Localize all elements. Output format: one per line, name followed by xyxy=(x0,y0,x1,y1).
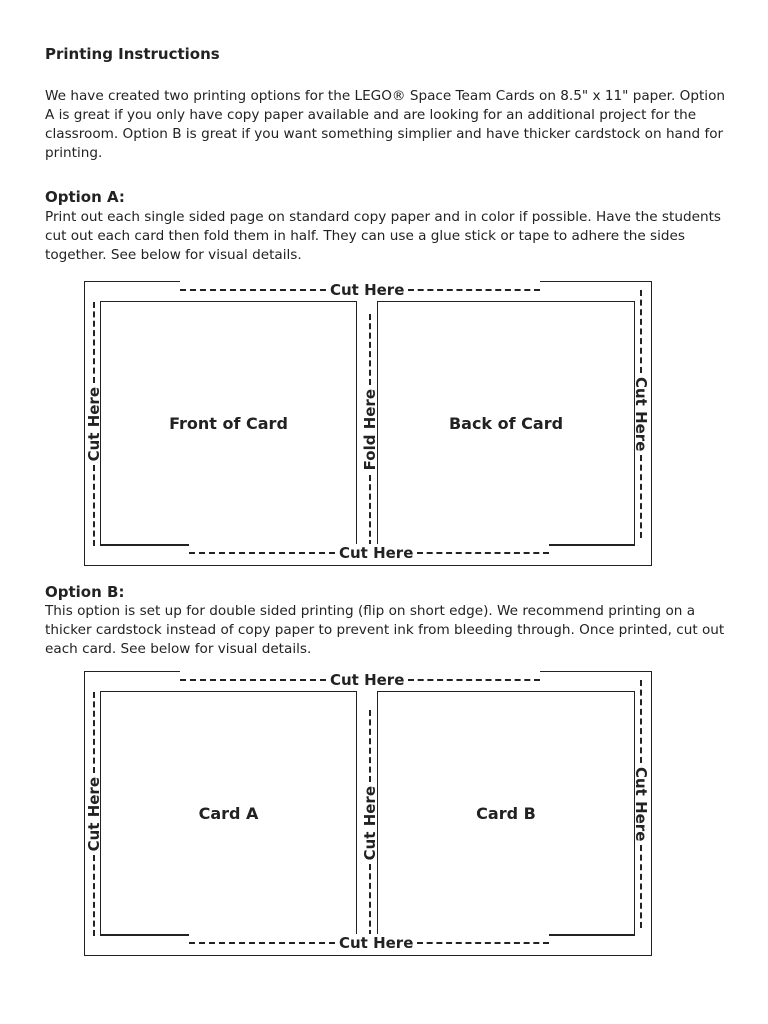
option-b-middle-cut-label: Cut Here xyxy=(361,785,379,861)
option-b-bottom-cut-line xyxy=(189,934,549,952)
option-a-top-cut-label: Cut Here xyxy=(330,281,405,299)
option-a-heading: Option A: xyxy=(45,188,125,206)
option-a-left-cut-line xyxy=(86,302,102,546)
front-of-card-label: Front of Card xyxy=(169,413,288,433)
option-b-text: This option is set up for double sided printing (flip on short edge). We recommend printing on a thicker cardstock instead of copy paper to prevent ink from bleeding through. Once printed, cut out each card. See below for visual details. xyxy=(45,603,725,657)
option-a-right-cut-line xyxy=(633,290,649,538)
option-b-left-cut-line xyxy=(86,692,102,936)
option-a-back-card xyxy=(377,301,635,546)
option-b-bottom-cut-label: Cut Here xyxy=(339,934,414,952)
option-a-fold-label: Fold Here xyxy=(361,389,379,471)
option-b-right-cut-label: Cut Here xyxy=(632,766,650,842)
option-b-middle-cut-line xyxy=(362,710,378,936)
option-b-top-cut-label: Cut Here xyxy=(330,671,405,689)
option-a-front-card xyxy=(100,301,357,546)
option-a-top-cut-line xyxy=(180,281,540,299)
option-b-card-a xyxy=(100,691,357,936)
option-b-card-b xyxy=(377,691,635,936)
option-a-left-cut-label: Cut Here xyxy=(85,386,103,462)
option-a-bottom-cut-label: Cut Here xyxy=(339,544,414,562)
option-a-text: Print out each single sided page on standard copy paper and in color if possible. Have the students cut out each card then fold them in half. They can use a glue stick or tape to adhere the sides together. See below for visual details. xyxy=(45,209,721,263)
option-b-left-cut-label: Cut Here xyxy=(85,776,103,852)
option-a-fold-line xyxy=(362,314,378,546)
option-a-diagram xyxy=(84,281,652,566)
intro-paragraph: We have created two printing options for the LEGO® Space Team Cards on 8.5" x 11" paper. Option A is great if you only have copy paper available and are looking for an additional project for the classroom. Option B is great if you want something simplier and have thicker cardstock on hand for printing. xyxy=(45,88,725,161)
option-b-right-cut-line xyxy=(633,680,649,928)
option-b-heading: Option B: xyxy=(45,583,125,601)
page-title: Printing Instructions xyxy=(45,45,220,63)
option-b-top-cut-line xyxy=(180,671,540,689)
card-b-label: Card B xyxy=(476,803,536,823)
card-a-label: Card A xyxy=(198,803,259,823)
option-b-diagram xyxy=(84,671,652,956)
back-of-card-label: Back of Card xyxy=(448,413,564,433)
option-a-bottom-cut-line xyxy=(189,544,549,562)
option-a-right-cut-label: Cut Here xyxy=(632,376,650,452)
